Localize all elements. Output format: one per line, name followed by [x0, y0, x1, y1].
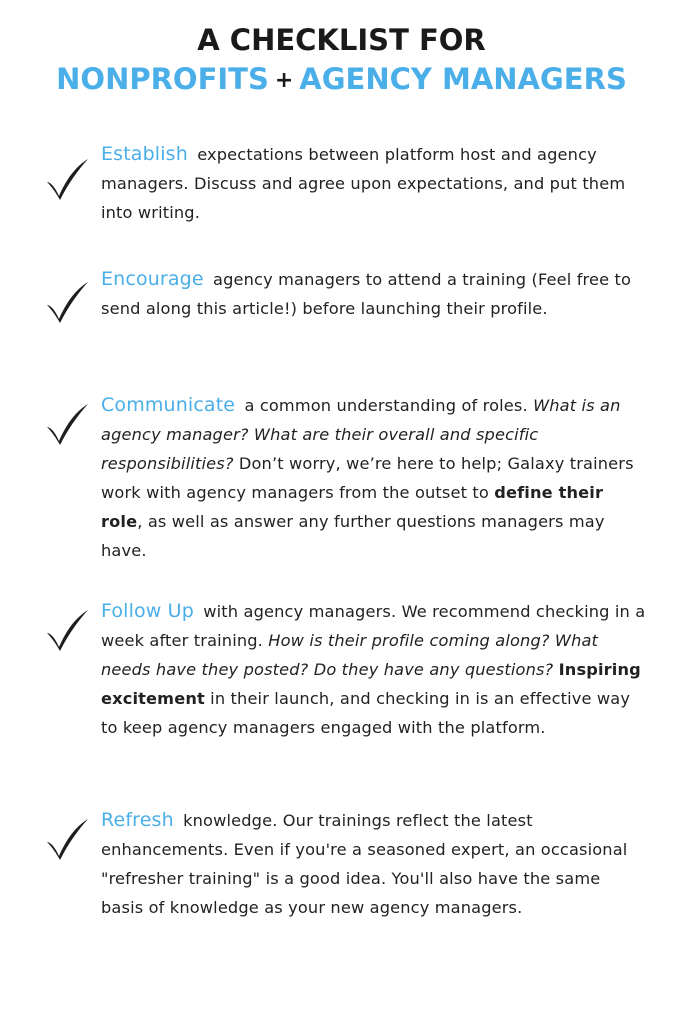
checkmark-icon: [42, 279, 92, 325]
item-body-e: , as well as answer any further questions managers may have.: [101, 512, 605, 560]
checklist-item-text: [101, 597, 646, 742]
checkmark-icon: [42, 156, 92, 202]
item-lead-establish: Establish: [101, 143, 188, 165]
checklist-item-text: [101, 806, 646, 922]
checkmark-icon: [42, 607, 92, 653]
item-lead-encourage: Encourage: [101, 268, 204, 290]
item-lead-refresh: Refresh: [101, 809, 174, 831]
page-title-line2: [0, 60, 683, 100]
item-body-e: in their launch, and checking in is an effective way to keep agency managers engaged with the platform.: [101, 689, 631, 737]
item-body-c: Don’t worry, we’re here to help; Galaxy trainers work with agency managers from the outset to: [101, 454, 634, 502]
title-nonprofits: NONPROFITS: [56, 62, 269, 96]
page-title-line1: A CHECKLIST FOR: [197, 23, 486, 57]
item-body-a: with agency managers. We recommend checking in a week after training.: [101, 602, 646, 650]
checklist-item-text: [101, 391, 646, 565]
item-body: knowledge. Our trainings reflect the latest enhancements. Even if you're a seasoned expert, an occasional "refresher training" is a good idea. You'll also have the same basis of knowledge as your new agency managers.: [101, 811, 628, 917]
item-body-italic: How is their profile coming along? What needs have they posted? Do they have any questions?: [101, 631, 599, 679]
checklist-item-text: [101, 140, 646, 227]
item-lead-communicate: Communicate: [101, 394, 236, 416]
checkmark-icon: [42, 401, 92, 447]
item-body: agency managers to attend a training (Feel free to send along this article!) before launching their profile.: [101, 270, 632, 318]
item-lead-follow-up: Follow Up: [101, 600, 194, 622]
item-body-italic: What is an agency manager? What are their overall and specific responsibilities?: [101, 396, 621, 473]
item-body: expectations between platform host and agency managers. Discuss and agree upon expectations, and put them into writing.: [101, 145, 626, 222]
title-agency-managers: AGENCY MANAGERS: [299, 62, 627, 96]
checklist-item-text: [101, 265, 646, 323]
item-body-a: a common understanding of roles.: [239, 396, 534, 415]
checkmark-icon: [42, 816, 92, 862]
title-plus: +: [274, 68, 294, 93]
item-body-bold: define their role: [101, 483, 604, 531]
item-body-bold: Inspiring excitement: [101, 660, 641, 708]
